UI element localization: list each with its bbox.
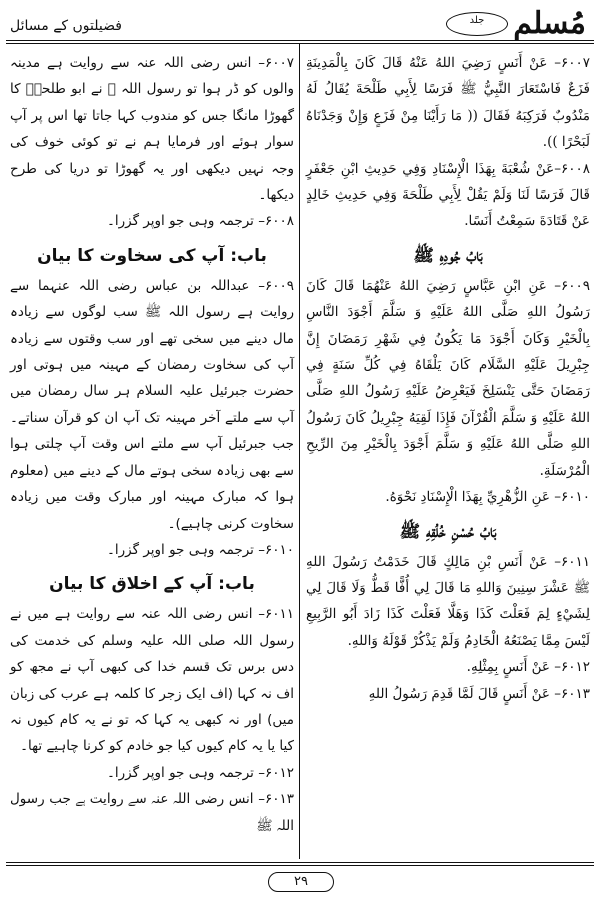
arabic-hadith-6011: ۶۰۱۱– عَنْ أَنَسِ بْنِ مَالِكٍ قَالَ خَدَمْتُ رَسُولَ اللهِ ﷺ عَشْرَ سِنِينَ وَاللهِ مَا قَالَ لِي أُفًّا قَطُّ وَلَا قَالَ لِي لِشَيْءٍ لِمَ فَعَلْتَ كَذَا وَهَلَّا فَعَلْتَ كَذَا زَادَ أَبُو الرَّبِيعِ لَيْسَ مِمَّا يَصْنَعُهُ الْخَادِمُ وَلَمْ يَذْكُرْ قَوْلَهُ وَاللهِ.: [306, 553, 590, 649]
column-divider: [299, 44, 300, 859]
urdu-hadith-6010: ۶۰۱۰– ترجمہ وہی جو اوپر گزرا۔: [106, 541, 294, 558]
arabic-hadith-6007: ۶۰۰۷– عَنْ أَنَسٍ رَضِيَ اللهُ عَنْهُ قَالَ كَانَ بِالْمَدِينَةِ فَزَعٌ فَاسْتَعَارَ النَّبِيُّ ﷺ فَرَسًا لِأَبِي طَلْحَةَ يُقَالُ لَهُ مَنْدُوبٌ فَرَكِبَهُ فَقَالَ (( مَا رَأَيْنَا مِنْ فَزَعٍ وَإِنْ وَجَدْنَاهُ لَبَحْرًا )).: [306, 55, 590, 151]
footer-rule: [6, 862, 594, 866]
book-title-block: [444, 6, 594, 44]
book-title: مُسلم: [513, 6, 586, 41]
arabic-chapter-heading: بَابُ جُودِهِ ﷺ: [413, 245, 483, 266]
volume-label: جلد: [469, 15, 485, 26]
urdu-hadith-6009: ۶۰۰۹– عبداللہ بن عباس رضی اللہ عنہما سے روایت ہے رسول اللہ ﷺ سب لوگوں سے زیادہ مال دینے میں سخی تھے اور سب وقتوں سے زیادہ آپ کی سخاوت رمضان کے مہینہ میں ہوتی اور حضرت جبرئیل علیہ السلام ہر سال رمضان میں آپ سے ملتے آخر مہینہ تک آپ ان کو قرآن سناتے۔ جب جبرئیل آپ سے ملتے اس وقت آپ چلتی ہوا سے بھی زیادہ سخی ہوتے مال کے دینے میں (معلوم ہوا کہ مبارک مہینہ اور مبارک وقت میں زیادہ سخاوت کرنی چاہیے)۔: [10, 277, 294, 532]
arabic-hadith-6013: ۶۰۱۳– عَنْ أَنَسٍ قَالَ لَمَّا قَدِمَ رَسُولُ اللهِ: [368, 685, 590, 702]
header-rule: [6, 40, 594, 44]
urdu-column: [10, 50, 294, 839]
urdu-hadith-6011: ۶۰۱۱– انس رضی اللہ عنہ سے روایت ہے میں نے رسول اللہ صلی اللہ علیہ وسلم کی خدمت کی دس برس تک قسم خدا کی کبھی آپ نے مجھ کو اف نہ کہا (اف ایک زجر کا کلمہ ہے عرب کی زبان میں) اور نہ کبھی یہ کہا کہ تو نے یہ کام کیوں نہ کیا یا یہ کام کیوں کیا جو خادم کو کرنا چاہیے تھا۔: [10, 606, 294, 755]
title-crest: [446, 12, 508, 36]
arabic-hadith-6009: ۶۰۰۹– عَنِ ابْنِ عَبَّاسٍ رَضِيَ اللهُ عَنْهُمَا قَالَ كَانَ رَسُولُ اللهِ صَلَّى اللهُ عَلَيْهِ وَ سَلَّمَ أَجْوَدَ النَّاسِ بِالْخَيْرِ وَكَانَ أَجْوَدَ مَا يَكُونُ فِي شَهْرِ رَمَضَانَ إِنَّ جِبْرِيلَ عَلَيْهِ السَّلَام كَانَ يَلْقَاهُ فِي كُلِّ سَنَةٍ فِي رَمَضَانَ حَتَّى يَنْسَلِخَ فَيَعْرِضُ عَلَيْهِ رَسُولُ اللهِ صَلَّى اللهُ عَلَيْهِ وَ سَلَّمَ الْقُرْآنَ فَإِذَا لَقِيَهُ جِبْرِيلُ كَانَ رَسُولُ اللهِ صَلَّى اللهُ عَلَيْهِ وَ سَلَّمَ أَجْوَدَ بِالْخَيْرِ مِنَ الرِّيحِ الْمُرْسَلَةِ.: [306, 277, 590, 479]
arabic-hadith-6012: ۶۰۱۲– عَنْ أَنَسٍ بِمِثْلِهِ.: [466, 659, 590, 676]
urdu-hadith-6013: ۶۰۱۳– انس رضی اللہ عنہ سے روایت ہے جب رسول اللہ ﷺ: [10, 791, 294, 834]
urdu-hadith-6007: ۶۰۰۷– انس رضی اللہ عنہ سے روایت ہے مدینہ والوں کو ڈر ہوا تو رسول اللہ ﷺ نے ابو طلحہؓ کا گھوڑا مانگا جس کو مندوب کہا جاتا تھا اس پر آپ سوار ہوئے اور فرمایا ہم نے تو کوئی خوف کی وجہ نہیں دیکھی اور یہ گھوڑا تو دریا کی طرح دیکھا۔: [10, 55, 294, 204]
arabic-hadith-6008: ۶۰۰۸–عَنْ شُعْبَةَ بِهَذَا الْإِسْنَادِ وَفِي حَدِيثِ ابْنِ جَعْفَرٍ قَالَ فَرَسًا لَنَا وَلَمْ يَقُلْ لِأَبِي طَلْحَةَ وَفِي حَدِيثِ خَالِدٍ عَنْ قَتَادَةَ سَمِعْتُ أَنَسًا.: [306, 160, 590, 230]
urdu-hadith-6008: ۶۰۰۸– ترجمہ وہی جو اوپر گزرا۔: [106, 213, 294, 230]
arabic-chapter-heading: بَابُ حُسْنِ خُلُقِهِ ﷺ: [399, 521, 497, 542]
urdu-hadith-6012: ۶۰۱۲– ترجمہ وہی جو اوپر گزرا۔: [106, 764, 294, 781]
chapter-label: فضیلتوں کے مسائل: [10, 18, 122, 34]
arabic-hadith-6010: ۶۰۱۰– عَنِ الزُّهْرِيِّ بِهَذَا الْإِسْنَادِ نَحْوَهُ.: [385, 489, 590, 506]
page-number: ۲۹: [268, 872, 334, 892]
urdu-chapter-heading: باب: آپ کی سخاوت کا بیان: [37, 245, 267, 266]
arabic-column: [306, 50, 590, 707]
urdu-chapter-heading: باب: آپ کے اخلاق کا بیان: [49, 574, 255, 595]
